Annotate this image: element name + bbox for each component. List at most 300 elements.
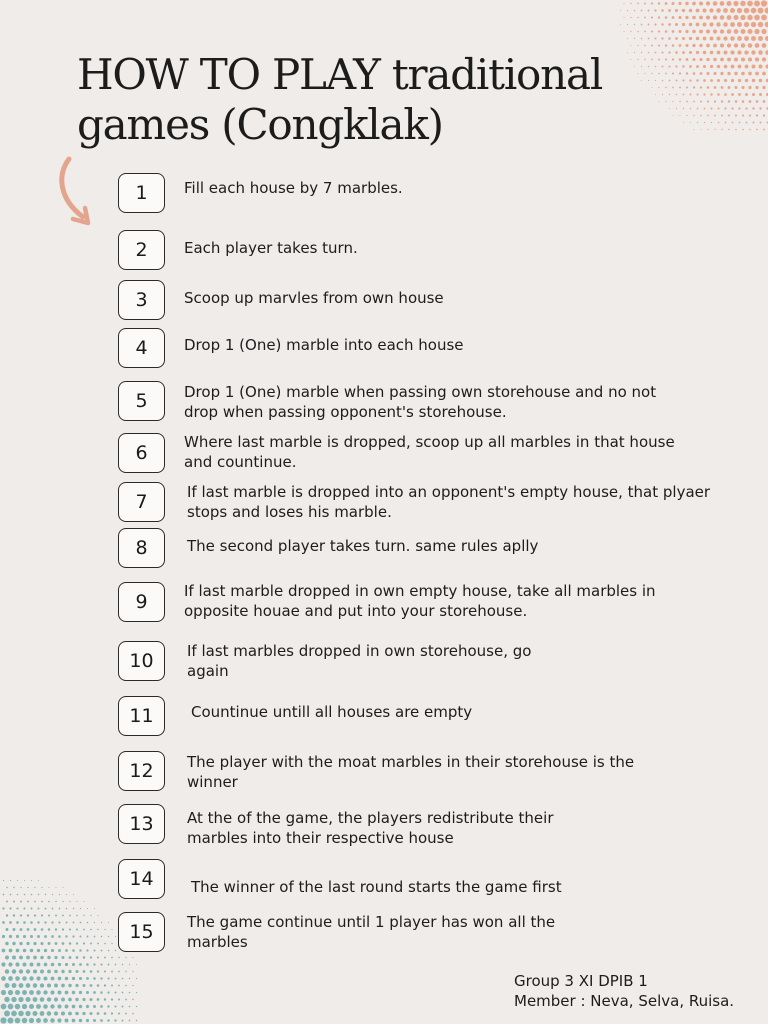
step-number-badge: 3 — [118, 280, 165, 320]
halftone-dot — [93, 1019, 96, 1022]
halftone-dot — [104, 929, 105, 930]
halftone-dot — [727, 1, 732, 6]
halftone-dot — [108, 922, 109, 923]
halftone-dot — [129, 1006, 131, 1008]
halftone-dot — [48, 901, 50, 903]
halftone-dot — [2, 949, 6, 953]
halftone-dot — [132, 985, 133, 986]
halftone-dot — [26, 983, 31, 988]
halftone-dot — [665, 30, 668, 33]
halftone-dot — [9, 921, 12, 924]
halftone-dot — [720, 29, 724, 33]
halftone-dot — [763, 129, 765, 131]
halftone-dot — [752, 107, 754, 109]
halftone-dot — [637, 45, 638, 46]
halftone-dot — [65, 1019, 69, 1023]
halftone-dot — [33, 997, 38, 1002]
halftone-dot — [90, 929, 92, 931]
halftone-dot — [75, 984, 78, 987]
halftone-dot — [658, 44, 660, 46]
halftone-dot — [689, 37, 692, 40]
halftone-dot — [5, 969, 9, 973]
halftone-dot — [13, 914, 15, 916]
halftone-dot — [43, 1004, 48, 1009]
halftone-dot — [61, 998, 65, 1002]
halftone-dot — [136, 964, 137, 965]
halftone-dot — [48, 942, 51, 945]
halftone-dot — [713, 29, 717, 33]
step-text-line: stops and loses his marble. — [187, 503, 392, 521]
halftone-dot — [8, 990, 13, 995]
step-number-badge: 12 — [118, 751, 165, 791]
halftone-dot — [720, 15, 725, 20]
halftone-dot — [754, 15, 760, 21]
halftone-dot — [33, 983, 38, 988]
halftone-dot — [733, 15, 738, 20]
halftone-dot — [104, 1012, 107, 1015]
halftone-dot — [737, 50, 741, 54]
halftone-dot — [107, 1019, 109, 1021]
halftone-dot — [80, 922, 82, 924]
halftone-dot — [72, 949, 75, 952]
halftone-dot — [15, 1004, 21, 1010]
halftone-dot — [751, 36, 756, 41]
halftone-dot — [79, 991, 82, 994]
halftone-dot — [58, 991, 62, 995]
halftone-dot — [763, 100, 766, 103]
halftone-dot — [75, 998, 78, 1001]
halftone-dot — [114, 1005, 116, 1007]
halftone-dot — [83, 942, 85, 944]
halftone-dot — [40, 983, 44, 987]
halftone-dot — [69, 956, 72, 959]
halftone-dot — [22, 962, 26, 966]
page-title — [77, 50, 737, 150]
halftone-dot — [723, 22, 728, 27]
halftone-dot — [30, 935, 33, 938]
halftone-dot — [76, 929, 78, 931]
halftone-dot — [679, 30, 682, 33]
halftone-dot — [678, 2, 681, 5]
halftone-dot — [634, 10, 636, 12]
halftone-dot — [630, 17, 631, 18]
halftone-dot — [738, 79, 741, 82]
halftone-dot — [2, 921, 5, 924]
halftone-dot — [58, 935, 61, 938]
halftone-dot — [25, 1011, 30, 1016]
halftone-dot — [38, 894, 39, 895]
halftone-dot — [58, 949, 61, 952]
halftone-dot — [129, 964, 130, 965]
halftone-dot — [47, 983, 51, 987]
halftone-dot — [9, 949, 13, 953]
halftone-dot — [57, 1018, 61, 1022]
halftone-dot — [54, 1011, 58, 1015]
halftone-dot — [114, 991, 116, 993]
halftone-dot — [93, 1005, 96, 1008]
halftone-dot — [699, 2, 703, 6]
halftone-dot — [699, 30, 703, 34]
halftone-dot — [125, 999, 127, 1001]
halftone-dot — [623, 3, 624, 4]
halftone-dot — [29, 1018, 34, 1023]
halftone-dot — [746, 122, 748, 124]
halftone-dot — [648, 24, 650, 26]
halftone-dot — [65, 963, 68, 966]
halftone-dot — [1, 1004, 7, 1010]
halftone-dot — [737, 8, 742, 13]
halftone-dot — [20, 914, 22, 916]
halftone-dot — [30, 921, 33, 924]
halftone-dot — [682, 37, 685, 40]
halftone-dot — [723, 8, 728, 13]
halftone-dot — [108, 936, 109, 937]
halftone-dot — [107, 991, 109, 993]
halftone-dot — [758, 50, 762, 54]
halftone-dot — [86, 963, 89, 966]
halftone-dot — [754, 1, 760, 7]
halftone-dot — [45, 894, 46, 895]
halftone-dot — [40, 942, 43, 945]
halftone-dot — [36, 1004, 41, 1009]
halftone-dot — [627, 38, 628, 39]
halftone-dot — [59, 894, 60, 895]
halftone-dot — [47, 956, 50, 959]
halftone-dot — [58, 977, 62, 981]
halftone-dot — [118, 1012, 120, 1014]
halftone-dot — [61, 956, 64, 959]
halftone-dot — [69, 942, 72, 945]
halftone-dot — [8, 1018, 14, 1024]
halftone-dot — [104, 957, 106, 959]
halftone-dot — [668, 23, 671, 26]
halftone-dot — [79, 1005, 82, 1008]
halftone-dot — [86, 949, 88, 951]
halftone-dot — [55, 901, 56, 902]
halftone-dot — [41, 928, 44, 931]
halftone-dot — [710, 37, 714, 41]
halftone-dot — [630, 3, 631, 4]
title-line-2: games (Congklak) — [77, 100, 443, 149]
step-text-line: Where last marble is dropped, scoop up all marbles in that house — [184, 433, 675, 451]
halftone-dot — [738, 65, 742, 69]
halftone-dot — [654, 37, 656, 39]
halftone-dot — [63, 887, 64, 888]
halftone-dot — [73, 894, 74, 895]
halftone-dot — [90, 956, 92, 958]
halftone-dot — [72, 935, 74, 937]
halftone-dot — [118, 957, 119, 958]
halftone-dot — [89, 1012, 92, 1015]
halftone-dot — [51, 949, 54, 952]
halftone-dot — [52, 908, 54, 910]
halftone-dot — [3, 894, 5, 896]
halftone-dot — [703, 23, 707, 27]
step-text — [184, 178, 403, 198]
halftone-dot — [87, 922, 89, 924]
halftone-dot — [32, 1011, 37, 1016]
halftone-dot — [122, 992, 124, 994]
halftone-dot — [716, 22, 720, 26]
halftone-dot — [737, 22, 742, 27]
halftone-dot — [748, 86, 751, 89]
halftone-dot — [62, 901, 63, 902]
halftone-dot — [1, 962, 5, 966]
step-number-badge: 10 — [118, 641, 165, 681]
halftone-dot — [624, 31, 625, 32]
halftone-dot — [76, 915, 78, 917]
halftone-dot — [692, 16, 696, 20]
step-text-line: winner — [187, 773, 238, 791]
step-number-badge: 5 — [118, 381, 165, 421]
halftone-dot — [111, 971, 113, 973]
halftone-dot — [108, 964, 110, 966]
halftone-dot — [51, 921, 53, 923]
halftone-dot — [651, 2, 653, 4]
halftone-dot — [744, 50, 748, 54]
halftone-dot — [62, 942, 65, 945]
step-text-line: The player with the moat marbles in their storehouse is the — [187, 753, 635, 771]
halftone-dot — [744, 22, 749, 27]
halftone-dot — [738, 107, 740, 109]
halftone-dot — [4, 1011, 10, 1017]
halftone-dot — [641, 24, 643, 26]
halftone-dot — [101, 936, 103, 938]
halftone-dot — [630, 45, 631, 46]
halftone-dot — [44, 963, 48, 967]
halftone-dot — [761, 15, 767, 21]
halftone-dot — [44, 935, 47, 938]
halftone-dot — [20, 928, 23, 931]
halftone-dot — [761, 0, 767, 6]
halftone-dot — [62, 915, 64, 917]
step-text-line: If last marble dropped in own empty house, take all marbles in — [184, 582, 656, 600]
halftone-dot — [685, 2, 688, 5]
halftone-dot — [125, 985, 127, 987]
halftone-dot — [658, 16, 660, 18]
halftone-dot — [713, 1, 717, 5]
halftone-dot — [58, 963, 61, 966]
halftone-dot — [19, 969, 23, 973]
halftone-dot — [100, 977, 102, 979]
halftone-dot — [685, 30, 688, 33]
curved-arrow-icon — [55, 155, 95, 230]
halftone-dot — [34, 914, 36, 916]
halftone-dot — [741, 43, 746, 48]
halftone-dot — [45, 908, 47, 910]
halftone-dot — [685, 16, 688, 19]
step-text-line: Each player takes turn. — [184, 239, 358, 257]
halftone-dot — [654, 23, 656, 25]
step-text-line: marbles into their respective house — [187, 829, 454, 847]
halftone-dot — [745, 65, 749, 69]
halftone-dot — [647, 9, 649, 11]
halftone-dot — [107, 977, 109, 979]
halftone-dot — [748, 43, 753, 48]
halftone-dot — [23, 935, 26, 938]
halftone-dot — [111, 998, 113, 1000]
halftone-dot — [15, 1018, 21, 1024]
halftone-dot — [756, 114, 758, 116]
halftone-dot — [15, 990, 20, 995]
halftone-dot — [754, 29, 759, 34]
halftone-dot — [93, 949, 95, 951]
halftone-dot — [678, 16, 681, 19]
halftone-dot — [122, 964, 123, 965]
step-number-badge: 7 — [118, 482, 165, 522]
halftone-dot — [56, 887, 57, 888]
halftone-dot — [627, 10, 628, 11]
halftone-dot — [730, 36, 734, 40]
halftone-dot — [11, 1011, 17, 1017]
halftone-dot — [33, 969, 37, 973]
halftone-dot — [51, 935, 54, 938]
halftone-dot — [764, 7, 768, 13]
halftone-dot — [758, 8, 764, 14]
halftone-dot — [2, 907, 4, 909]
halftone-dot — [25, 997, 30, 1002]
halftone-dot — [747, 15, 752, 20]
halftone-dot — [9, 935, 12, 938]
step-text — [187, 641, 531, 681]
halftone-dot — [6, 901, 8, 903]
halftone-dot — [101, 950, 103, 952]
step-text — [187, 808, 554, 848]
halftone-dot — [12, 969, 16, 973]
halftone-dot — [62, 928, 64, 930]
halftone-dot — [93, 991, 96, 994]
halftone-dot — [18, 1011, 24, 1017]
halftone-dot — [744, 8, 750, 14]
step-number-badge: 14 — [118, 859, 165, 899]
step-text — [184, 238, 358, 258]
halftone-dot — [748, 57, 752, 61]
halftone-dot — [115, 936, 116, 937]
halftone-dot — [66, 894, 67, 895]
halftone-dot — [37, 935, 40, 938]
halftone-dot — [682, 9, 685, 12]
halftone-dot — [54, 997, 58, 1001]
halftone-dot — [741, 57, 745, 61]
halftone-dot — [125, 971, 126, 972]
step-text-line: The winner of the last round starts the game first — [191, 878, 562, 896]
halftone-dot — [111, 957, 113, 959]
halftone-dot — [654, 9, 656, 11]
halftone-dot — [90, 943, 92, 945]
halftone-dot — [44, 921, 46, 923]
halftone-dot — [90, 998, 93, 1001]
halftone-dot — [5, 956, 9, 960]
step-text-line: opposite houae and put into your storehouse. — [184, 602, 528, 620]
halftone-dot — [40, 1011, 45, 1016]
halftone-dot — [5, 942, 8, 945]
halftone-dot — [133, 957, 134, 958]
halftone-dot — [16, 949, 20, 953]
halftone-dot — [72, 963, 75, 966]
step-text-line: If last marble is dropped into an opponent's empty house, that plyaer — [187, 483, 711, 501]
halftone-dot — [111, 1012, 113, 1014]
halftone-dot — [33, 942, 36, 945]
halftone-dot — [665, 16, 668, 19]
halftone-dot — [12, 942, 15, 945]
halftone-dot — [19, 942, 22, 945]
halftone-dot — [16, 907, 18, 909]
step-number-badge: 9 — [118, 582, 165, 622]
halftone-dot — [637, 17, 639, 19]
halftone-dot — [734, 43, 738, 47]
halftone-dot — [73, 908, 74, 909]
halftone-dot — [620, 10, 621, 11]
halftone-dot — [76, 970, 79, 973]
halftone-dot — [114, 1019, 116, 1021]
halftone-dot — [730, 8, 735, 13]
halftone-dot — [22, 976, 27, 981]
halftone-dot — [723, 36, 727, 40]
halftone-dot — [752, 93, 755, 96]
step-number-badge: 13 — [118, 804, 165, 844]
halftone-dot — [36, 990, 41, 995]
halftone-dot — [755, 72, 759, 76]
halftone-dot — [741, 86, 744, 89]
step-text-line: marbles — [187, 933, 248, 951]
halftone-dot — [47, 1011, 52, 1016]
halftone-dot — [27, 914, 29, 916]
halftone-dot — [30, 907, 32, 909]
halftone-dot — [761, 29, 766, 34]
halftone-dot — [620, 24, 621, 25]
halftone-dot — [4, 997, 9, 1002]
halftone-dot — [720, 1, 725, 6]
halftone-dot — [749, 114, 751, 116]
step-text-line: Fill each house by 7 marbles. — [184, 179, 403, 197]
halftone-dot — [17, 894, 19, 896]
halftone-dot — [76, 901, 77, 902]
halftone-dot — [689, 23, 692, 26]
halftone-dot — [10, 880, 11, 881]
halftone-dot — [86, 1019, 89, 1022]
halftone-dot — [24, 894, 26, 896]
halftone-dot — [84, 901, 85, 902]
halftone-dot — [50, 990, 54, 994]
halftone-dot — [68, 1012, 72, 1016]
halftone-dot — [720, 43, 724, 47]
halftone-dot — [762, 57, 766, 61]
halftone-dot — [122, 1020, 124, 1022]
halftone-dot — [19, 983, 24, 988]
halftone-dot — [699, 16, 703, 20]
halftone-dot — [0, 1017, 6, 1023]
halftone-dot — [727, 15, 732, 20]
halftone-dot — [118, 985, 120, 987]
halftone-dot — [17, 880, 18, 881]
halftone-dot — [76, 956, 79, 959]
halftone-dot — [759, 93, 762, 96]
step-number-badge: 15 — [118, 912, 165, 952]
halftone-dot — [87, 908, 88, 909]
step-text — [191, 877, 562, 897]
halftone-dot — [741, 29, 746, 34]
halftone-dot — [115, 964, 117, 966]
halftone-dot — [12, 983, 17, 988]
halftone-dot — [48, 914, 50, 916]
halftone-dot — [97, 956, 99, 958]
halftone-dot — [762, 43, 767, 48]
halftone-dot — [759, 65, 763, 69]
halftone-dot — [3, 880, 4, 881]
halftone-dot — [22, 1018, 28, 1024]
halftone-dot — [745, 107, 747, 109]
halftone-dot — [686, 44, 689, 47]
